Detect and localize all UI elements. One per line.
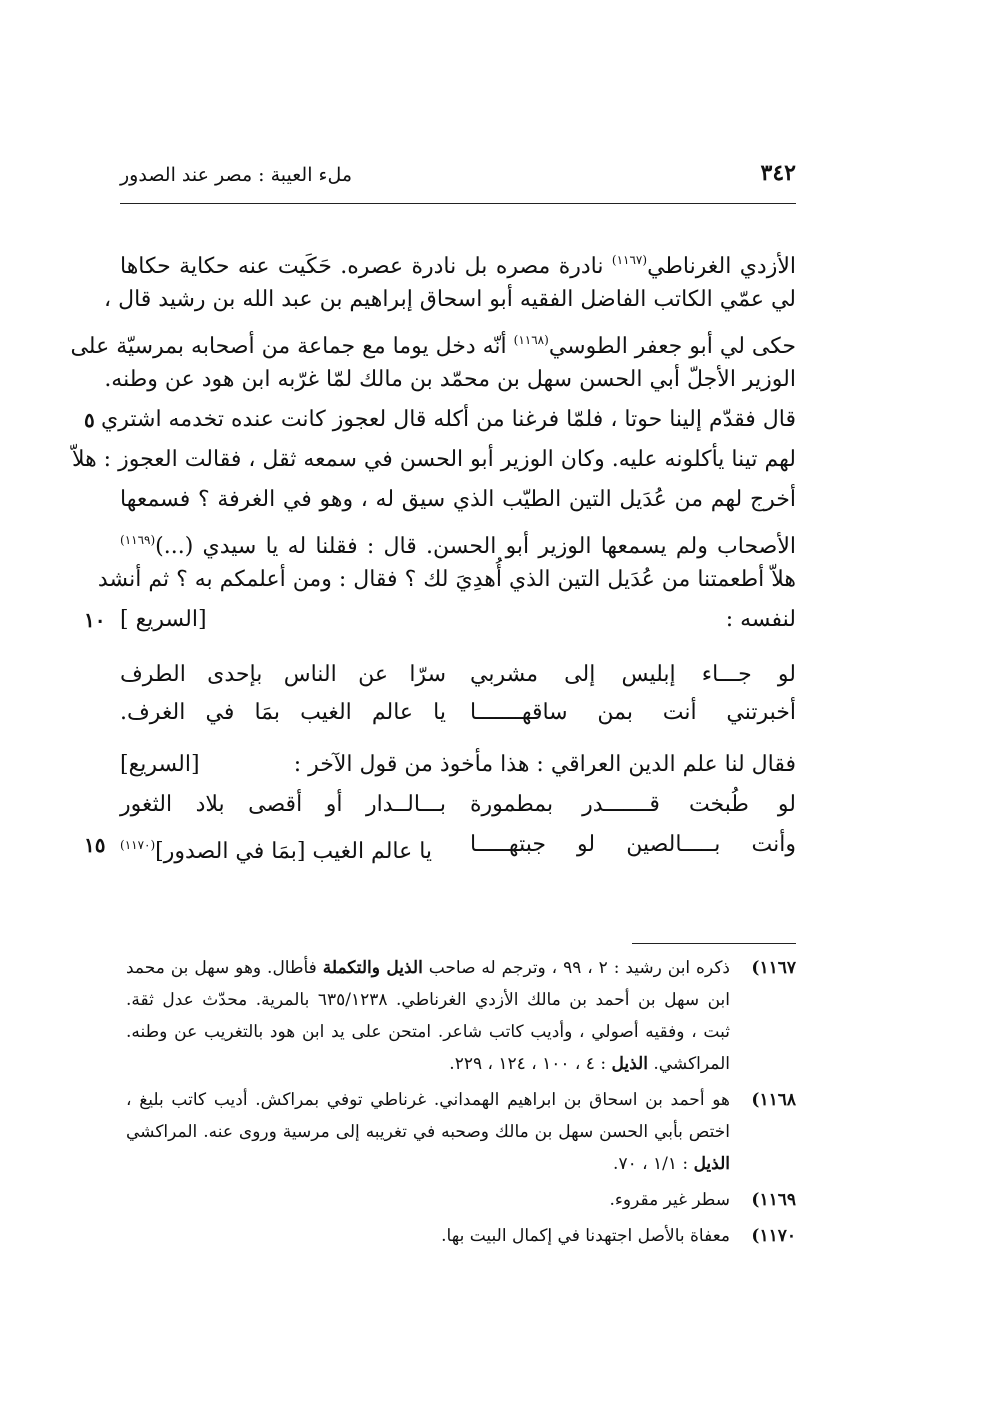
footnote-number: ١١٦٧)	[751, 958, 796, 978]
prose-line: قال فقدّم إلينا حوتا ، فلمّا فرغنا من أكله قال لعجوز كانت عنده تخدمه اشتري	[101, 407, 796, 432]
footnote-ref[interactable]: (١١٦٨)	[513, 333, 549, 347]
prose-line: الأصحاب ولم يسمعها الوزير أبو الحسن. قال : فقلنا له يا سيدي (...)$^{(١١٦٩)}$	[120, 533, 796, 559]
verse-line	[120, 693, 796, 733]
verse-first-hemistich: أخبرتني أنت بمن ساقهـــــــا	[470, 700, 796, 725]
page-header	[120, 160, 796, 192]
verse-second-hemistich: يا عالم الغيب [بمَا في الصدور]$^{(١١٧٠)}$	[120, 838, 433, 864]
header-rule	[120, 203, 796, 204]
line-number: ٥	[84, 408, 95, 432]
verse-second-hemistich: يا عالم الغيب بمَا في الغرف.	[120, 700, 446, 725]
prose-line: لي عمّي الكاتب الفاضل الفقيه أبو اسحاق إبراهيم بن عبد الله بن رشيد قال ،	[103, 287, 796, 312]
verse-intro: فقال لنا علم الدين العراقي : هذا مأخوذ من قول الآخر : [السريع]	[120, 745, 796, 785]
footnotes	[126, 952, 796, 1252]
running-title: ملء العيبة : مصر عند الصدور	[120, 164, 353, 186]
footnote-ref[interactable]: (١١٦٧)	[611, 253, 648, 267]
meter-label: [السريع ]	[120, 607, 207, 632]
line-number: ١٥	[84, 833, 106, 857]
footnote-number: ١١٦٩)	[751, 1190, 796, 1210]
footnote-number: ١١٦٨)	[751, 1090, 796, 1110]
footnote: ١١٦٩) سطر غير مقروء.	[126, 1184, 796, 1216]
footnote-rule	[632, 943, 796, 944]
prose-line: لهم تينا يأكلونه عليه. وكان الوزير أبو الحسن في سمعه ثقل ، فقالت العجوز : هلاّ	[71, 447, 796, 472]
prose-line: حكى لي أبو جعفر الطوسي$^{(١١٦٨)}$ أنّه دخل يوما مع جماعة من أصحابه بمرسيّة على	[70, 333, 796, 359]
footnote-ref[interactable]: (١١٦٩)	[120, 533, 156, 547]
verse-first-hemistich: لو طُبخت قـــــــدر بمطمورة	[470, 792, 796, 817]
footnote: ١١٦٧) ذكره ابن رشيد : ٢ ، ٩٩ ، وترجم له صاحب الذيل والتكملة فأطال. وهو سهل بن محمد ابن سهل بن أحمد بن مالك الأزدي الغرناطي. ٦٣٥/١٢٣٨ بالمرية. محدّث عدل ثقة. ثبت ، وفقيه أصولي ، وأديب كاتب شاعر. امتحن على يد ابن هود بالتغريب عن وطنه. المراكشي. الذيل : ٤ ، ١٠٠ ، ١٢٤ ، ٢٢٩.	[126, 952, 796, 1080]
footnote: ١١٧٠) معفاة بالأصل اجتهدنا في إكمال البيت بها.	[126, 1220, 796, 1252]
prose-line: الوزير الأجلّ أبي الحسن سهل بن محمّد بن مالك لمّا غرّبه ابن هود عن وطنه.	[104, 367, 796, 392]
verse-line	[120, 785, 796, 825]
verse-line	[120, 825, 796, 865]
prose-line: الأزدي الغرناطي$^{(١١٦٧)}$ نادرة مصره بل نادرة عصره. حَكَيت عنه حكاية حكاها	[120, 253, 796, 279]
line-number: ١٠	[84, 608, 106, 632]
verse-second-hemistich: سرّا عن الناس بإحدى الطرف	[120, 662, 446, 687]
page-number: ٣٤٢	[760, 160, 796, 186]
meter-label: [السريع]	[120, 752, 200, 777]
footnote-ref[interactable]: (١١٧٠)	[120, 838, 156, 852]
verse-second-hemistich: بـــالــدار أو أقصى بلاد الثغور	[120, 792, 446, 817]
verse-first-hemistich: وأنت بـــــالصين لو جبتهـــــا	[470, 832, 796, 857]
prose-line: لنفسه :	[725, 607, 796, 632]
prose-line: أخرج لهم من عُدَيل التين الطيّب الذي سيق له ، وهو في الغرفة ؟ فسمعها	[120, 487, 796, 512]
verse-first-hemistich: لو جـــاء إبليس إلى مشربي	[470, 662, 796, 687]
verse-line	[120, 655, 796, 695]
prose-line: هلاّ أطعمتنا من عُدَيل التين الذي أُهدِيَ لك ؟ فقال : ومن أعلمكم به ؟ ثم أنشد	[97, 567, 796, 592]
footnote-number: ١١٧٠)	[751, 1226, 796, 1246]
footnote: ١١٦٨) هو أحمد بن اسحاق بن ابراهيم الهمداني. غرناطي توفي بمراكش. أديب كاتب بليغ ، اختص بأبي الحسن سهل بن مالك وصحبه في تغريبه إلى مرسية وروى عنه. المراكشي الذيل : ١/١ ، ٧٠.	[126, 1084, 796, 1180]
